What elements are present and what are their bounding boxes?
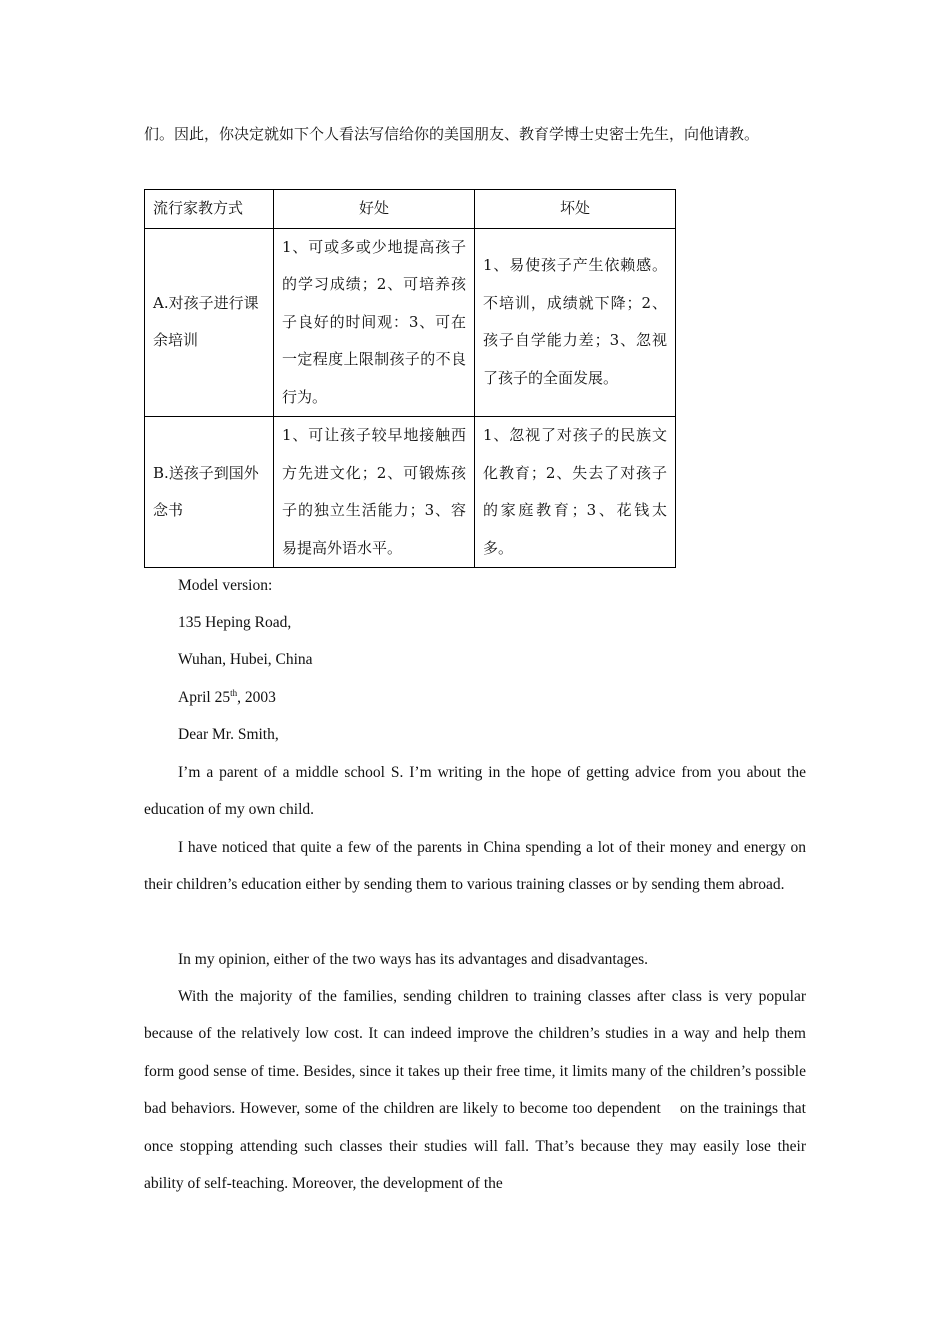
table-row <box>145 417 676 568</box>
intro-text: 们。因此，你决定就如下个人看法写信给你的美国朋友、教育学博士史密士先生，向他请教。 <box>144 125 760 143</box>
salutation: Dear Mr. Smith, <box>178 726 279 743</box>
table-header-row <box>145 190 676 229</box>
date-ordinal: th <box>230 687 238 698</box>
header-cons: 坏处 <box>475 190 676 229</box>
date-prefix: April 25 <box>178 689 231 706</box>
pros-cell: 1、可或多或少地提高孩子的学习成绩；2、可培养孩子良好的时间观：3、可在一定程度上限制孩子的不良行为。 <box>274 228 475 417</box>
letter-date <box>178 688 276 708</box>
letter-paragraph: I have noticed that quite a few of the parents in China spending a lot of their money and energy on their children’s education either by sending them to various training classes or by sending them abroad. <box>144 839 806 894</box>
pros-cell: 1、可让孩子较早地接触西方先进文化；2、可锻炼孩子的独立生活能力；3、容易提高外语水平。 <box>274 417 475 568</box>
cons-cell: 1、忽视了对孩子的民族文化教育；2、失去了对孩子的家庭教育；3、花钱太多。 <box>475 417 676 568</box>
address-line-2: Wuhan, Hubei, China <box>178 651 313 668</box>
letter-paragraph: In my opinion, either of the two ways has its advantages and disadvantages. <box>178 951 649 968</box>
letter-paragraph: I’m a parent of a middle school S. I’m writing in the hope of getting advice from you about the education of my own child. <box>144 764 806 819</box>
model-version-label: Model version: <box>178 577 273 594</box>
date-suffix: , 2003 <box>237 689 276 706</box>
header-pros: 好处 <box>274 190 475 229</box>
letter-paragraph: With the majority of the families, sending children to training classes after class is very popular because of the relatively low cost. It can indeed improve the children’s studies in a way and help them form good sense of time. Besides, since it takes up their free time, it limits many of the children’s possible bad behaviors. However, some of the children are likely to become too dependent on the trainings that once stopping attending such classes their studies will fall. That’s because they may easily lose their ability of self-teaching. Moreover, the development of the <box>144 988 806 1193</box>
method-cell: A.对孩子进行课余培训 <box>145 228 274 417</box>
table-row <box>145 228 676 417</box>
address-line-1: 135 Heping Road, <box>178 614 292 631</box>
tutoring-comparison-table <box>144 189 676 568</box>
header-method: 流行家教方式 <box>145 190 274 229</box>
method-cell: B.送孩子到国外念书 <box>145 417 274 568</box>
cons-cell: 1、易使孩子产生依赖感。不培训，成绩就下降；2、孩子自学能力差；3、忽视了孩子的全面发展。 <box>475 228 676 417</box>
